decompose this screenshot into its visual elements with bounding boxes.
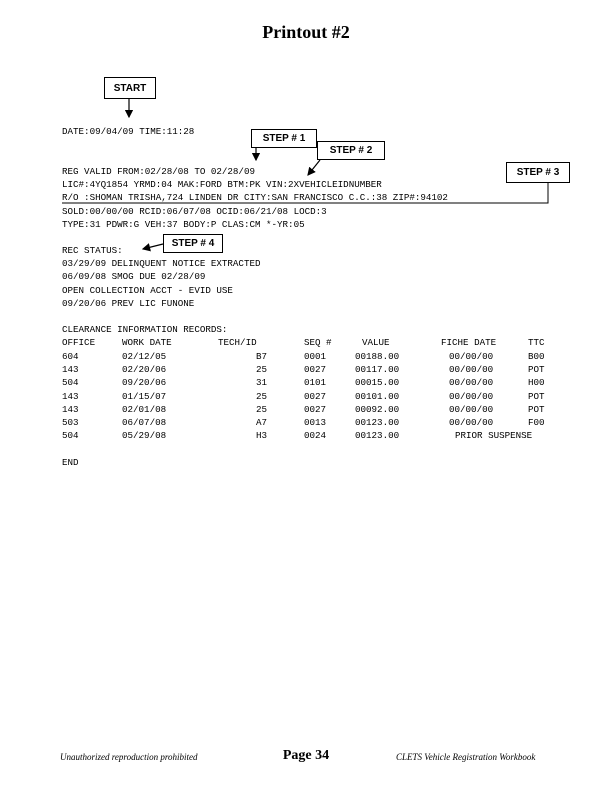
cell-office: 143: [62, 390, 79, 402]
cell-ttc: F00: [528, 417, 545, 428]
cell-fiche-date: 00/00/00: [449, 364, 494, 376]
cell-seq: 0013: [304, 417, 327, 428]
cell-seq: 0027: [304, 390, 327, 402]
status-line: 03/29/09 DELINQUENT NOTICE EXTRACTED: [62, 258, 261, 269]
cell-seq: 0001: [304, 351, 327, 362]
cell-value: 00123.00: [355, 430, 400, 442]
cell-office: 504: [62, 377, 79, 389]
header-fiche-date: FICHE DATE: [441, 337, 497, 348]
cell-work-date: 06/07/08: [122, 417, 167, 428]
cell-value: 00123.00: [355, 417, 400, 428]
sold-line: SOLD:00/00/00 RCID:06/07/08 OCID:06/21/08 LOCD:3: [62, 206, 327, 217]
type-line: TYPE:31 PDWR:G VEH:37 BODY:P CLAS:CM *-YR:05: [62, 219, 305, 230]
cell-value: 00188.00: [355, 351, 400, 362]
cell-fiche-date: 00/00/00: [449, 403, 494, 415]
cell-tech-id: H3: [255, 430, 267, 442]
cell-office: 504: [62, 430, 79, 442]
cell-ttc: POT: [528, 403, 545, 415]
cell-fiche-date: 00/00/00: [449, 377, 494, 389]
cell-work-date: 02/12/05: [122, 351, 167, 362]
step-3-callout: STEP # 3: [506, 162, 570, 183]
header-seq: SEQ #: [304, 337, 332, 348]
status-line: OPEN COLLECTION ACCT - EVID USE: [62, 285, 233, 296]
cell-fiche-date: 00/00/00: [449, 417, 494, 428]
date-line: DATE:09/04/09 TIME:11:28: [62, 126, 195, 137]
cell-seq: 0101: [304, 377, 327, 389]
cell-ttc: POT: [528, 390, 545, 402]
step-2-callout: STEP # 2: [317, 141, 385, 160]
cell-fiche-date: 00/00/00: [449, 390, 494, 402]
cell-value: 00015.00: [355, 377, 400, 389]
cell-tech-id: A7: [255, 417, 267, 428]
cell-value: 00092.00: [355, 403, 400, 415]
header-office: OFFICE: [62, 337, 96, 348]
step-2-arrow: [308, 160, 320, 175]
cell-tech-id: 25: [255, 364, 267, 376]
cell-work-date: 09/20/06: [122, 377, 167, 389]
page-number: Page 34: [282, 748, 330, 763]
end-label: END: [62, 457, 79, 468]
reg-valid-line: REG VALID FROM:02/28/08 TO 02/28/09: [62, 166, 255, 177]
cell-value: 00117.00: [355, 364, 400, 376]
cell-seq: 0027: [304, 364, 327, 376]
step-1-callout: STEP # 1: [251, 129, 317, 148]
cell-office: 503: [62, 417, 79, 428]
cell-office: 604: [62, 351, 79, 362]
cell-tech-id: 25: [255, 403, 267, 415]
step-4-callout: STEP # 4: [163, 234, 223, 253]
cell-tech-id: 25: [255, 390, 267, 402]
cell-work-date: 02/20/06: [122, 364, 167, 376]
status-line: 09/20/06 PREV LIC FUNONE: [62, 298, 195, 309]
cell-seq: 0024: [304, 430, 327, 442]
cell-value: 00101.00: [355, 390, 400, 402]
cell-work-date: 01/15/07: [122, 390, 167, 402]
cell-ttc: H00: [528, 377, 545, 389]
start-callout: START: [104, 77, 156, 99]
cell-office: 143: [62, 403, 79, 415]
cell-work-date: 05/29/08: [122, 430, 167, 442]
status-line: 06/09/08 SMOG DUE 02/28/09: [62, 271, 206, 282]
rec-status-label: REC STATUS:: [62, 245, 123, 256]
ro-line: R/O :SHOMAN TRISHA,724 LINDEN DR CITY:SAN FRANCISCO C.C.:38 ZIP#:94102: [62, 192, 448, 203]
header-value: VALUE: [362, 337, 390, 348]
cell-office: 143: [62, 364, 79, 376]
cell-fiche-date: PRIOR SUSPENSE: [455, 430, 533, 442]
cell-ttc: POT: [528, 364, 545, 376]
step-4-arrow: [143, 244, 163, 249]
cell-seq: 0027: [304, 403, 327, 415]
lic-line: LIC#:4YQ1854 YRMD:04 MAK:FORD BTM:PK VIN:2XVEHICLEIDNUMBER: [62, 179, 382, 190]
footer-right: CLETS Vehicle Registration Workbook: [396, 752, 536, 762]
cell-tech-id: B7: [255, 351, 267, 362]
header-ttc: TTC: [528, 337, 545, 348]
header-tech-id: TECH/ID: [218, 337, 257, 348]
cell-fiche-date: 00/00/00: [449, 351, 494, 362]
clearance-title: CLEARANCE INFORMATION RECORDS:: [62, 324, 228, 335]
page-title: Printout #2: [262, 22, 350, 42]
cell-work-date: 02/01/08: [122, 403, 167, 415]
cell-ttc: B00: [528, 351, 545, 362]
footer-left: Unauthorized reproduction prohibited: [60, 752, 198, 762]
header-work-date: WORK DATE: [122, 337, 172, 348]
cell-tech-id: 31: [255, 377, 267, 389]
